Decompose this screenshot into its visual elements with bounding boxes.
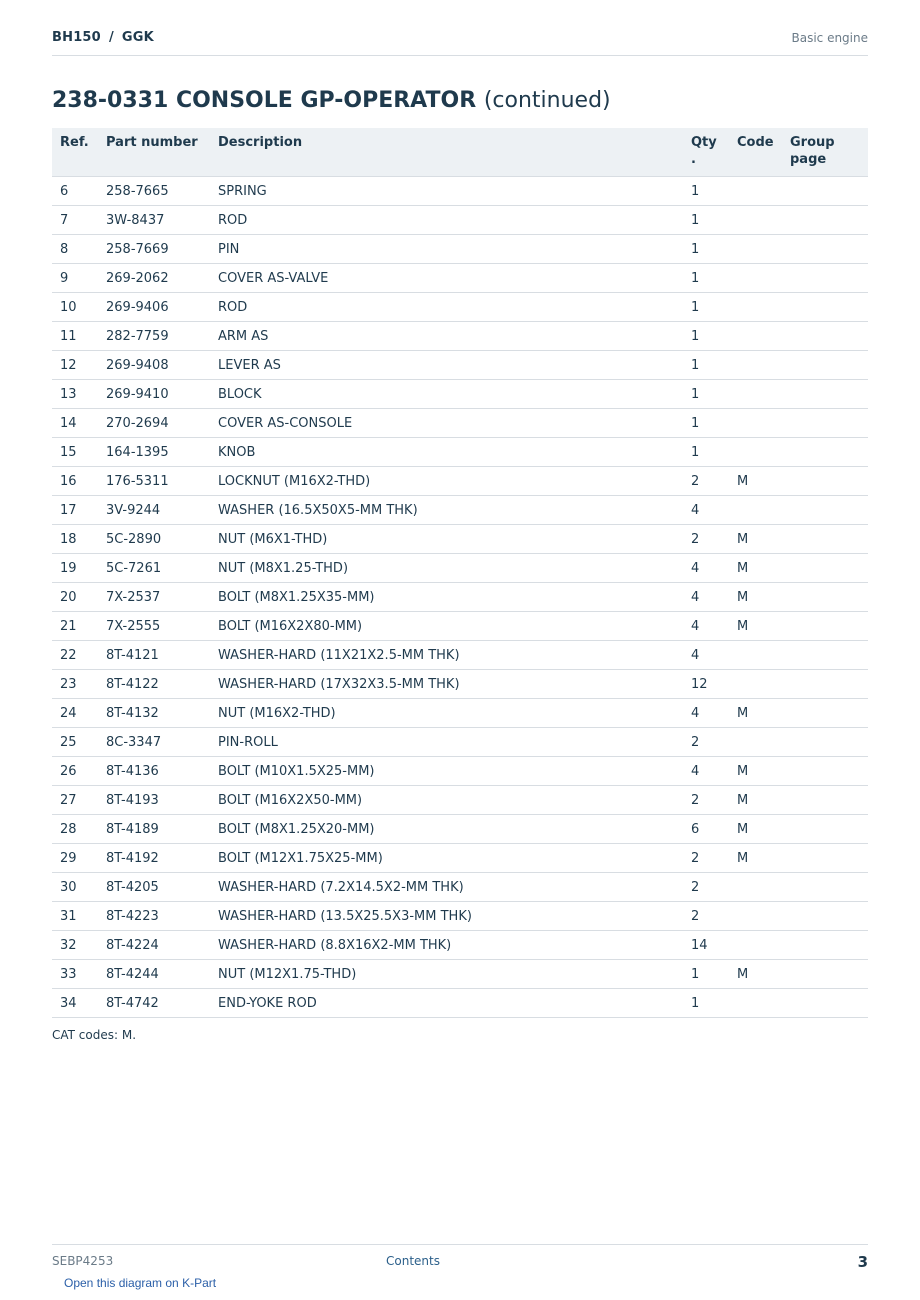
qty-cell: 2 (683, 525, 729, 554)
qty-cell: 4 (683, 757, 729, 786)
code-cell (729, 177, 782, 206)
document-id: SEBP4253 (52, 1254, 114, 1268)
table-row (52, 786, 868, 815)
description-cell: COVER AS-CONSOLE (210, 409, 683, 438)
parts-table (52, 128, 868, 1018)
ref-cell: 32 (52, 931, 98, 960)
ref-cell: 10 (52, 293, 98, 322)
part-number-cell: 8T-4189 (98, 815, 210, 844)
description-cell: WASHER-HARD (13.5X25.5X3-MM THK) (210, 902, 683, 931)
part-number-cell: 258-7669 (98, 235, 210, 264)
description-cell: WASHER-HARD (17X32X3.5-MM THK) (210, 670, 683, 699)
part-number-cell: 8T-4122 (98, 670, 210, 699)
group-page-cell (782, 206, 868, 235)
qty-cell: 2 (683, 844, 729, 873)
table-row (52, 380, 868, 409)
group-page-cell (782, 554, 868, 583)
ref-cell: 29 (52, 844, 98, 873)
description-cell: END-YOKE ROD (210, 989, 683, 1018)
ref-cell: 6 (52, 177, 98, 206)
part-number-cell: 5C-2890 (98, 525, 210, 554)
table-row (52, 293, 868, 322)
code-cell (729, 641, 782, 670)
part-number-cell: 269-9406 (98, 293, 210, 322)
group-page-cell (782, 873, 868, 902)
code-cell (729, 380, 782, 409)
table-row (52, 873, 868, 902)
part-number-cell: 269-9410 (98, 380, 210, 409)
ref-cell: 24 (52, 699, 98, 728)
group-page-cell (782, 293, 868, 322)
description-cell: ROD (210, 293, 683, 322)
code-cell (729, 235, 782, 264)
page-title-main: 238-0331 CONSOLE GP-OPERATOR (52, 88, 477, 113)
code-cell: M (729, 525, 782, 554)
group-page-cell (782, 351, 868, 380)
description-cell: LOCKNUT (M16X2-THD) (210, 467, 683, 496)
qty-cell: 1 (683, 351, 729, 380)
table-row (52, 409, 868, 438)
qty-cell: 1 (683, 380, 729, 409)
description-cell: NUT (M8X1.25-THD) (210, 554, 683, 583)
description-cell: BOLT (M16X2X80-MM) (210, 612, 683, 641)
table-row (52, 815, 868, 844)
column-header-part-number: Part number (98, 128, 210, 177)
qty-cell: 1 (683, 989, 729, 1018)
description-cell: KNOB (210, 438, 683, 467)
qty-cell: 4 (683, 554, 729, 583)
page-title (52, 88, 611, 113)
code-cell (729, 438, 782, 467)
column-header-qty (683, 128, 729, 177)
code-cell: M (729, 583, 782, 612)
part-number-cell: 8T-4132 (98, 699, 210, 728)
table-row (52, 960, 868, 989)
description-cell: PIN (210, 235, 683, 264)
table-row (52, 844, 868, 873)
ref-cell: 9 (52, 264, 98, 293)
ref-cell: 13 (52, 380, 98, 409)
part-number-cell: 8T-4192 (98, 844, 210, 873)
table-row (52, 931, 868, 960)
description-cell: ARM AS (210, 322, 683, 351)
column-header-ref: Ref. (52, 128, 98, 177)
description-cell: PIN-ROLL (210, 728, 683, 757)
parts-table-body (52, 177, 868, 1018)
code-cell: M (729, 786, 782, 815)
qty-cell: 2 (683, 902, 729, 931)
group-page-cell (782, 960, 868, 989)
ref-cell: 12 (52, 351, 98, 380)
table-row (52, 728, 868, 757)
ref-cell: 19 (52, 554, 98, 583)
description-cell: BLOCK (210, 380, 683, 409)
group-page-cell (782, 815, 868, 844)
table-row (52, 989, 868, 1018)
part-number-cell: 164-1395 (98, 438, 210, 467)
qty-cell: 1 (683, 409, 729, 438)
ref-cell: 18 (52, 525, 98, 554)
ref-cell: 26 (52, 757, 98, 786)
part-number-cell: 8T-4244 (98, 960, 210, 989)
qty-cell: 1 (683, 235, 729, 264)
code-cell (729, 670, 782, 699)
group-page-cell (782, 380, 868, 409)
description-cell: WASHER-HARD (11X21X2.5-MM THK) (210, 641, 683, 670)
code-cell (729, 496, 782, 525)
part-number-cell: 176-5311 (98, 467, 210, 496)
ref-cell: 28 (52, 815, 98, 844)
description-cell: NUT (M12X1.75-THD) (210, 960, 683, 989)
cat-codes-note: CAT codes: M. (52, 1028, 137, 1042)
group-page-cell (782, 409, 868, 438)
group-page-cell (782, 235, 868, 264)
group-page-cell (782, 438, 868, 467)
description-cell: WASHER-HARD (7.2X14.5X2-MM THK) (210, 873, 683, 902)
description-cell: NUT (M6X1-THD) (210, 525, 683, 554)
table-row (52, 583, 868, 612)
ref-cell: 25 (52, 728, 98, 757)
part-number-cell: 270-2694 (98, 409, 210, 438)
code-cell (729, 264, 782, 293)
qty-cell: 4 (683, 612, 729, 641)
description-cell: ROD (210, 206, 683, 235)
table-row (52, 699, 868, 728)
description-cell: WASHER-HARD (8.8X16X2-MM THK) (210, 931, 683, 960)
page-footer (52, 1244, 868, 1275)
part-number-cell: 282-7759 (98, 322, 210, 351)
qty-cell: 2 (683, 728, 729, 757)
part-number-cell: 3V-9244 (98, 496, 210, 525)
column-header-description: Description (210, 128, 683, 177)
qty-cell: 1 (683, 293, 729, 322)
description-cell: LEVER AS (210, 351, 683, 380)
column-header-qty-label: Qty. (691, 135, 717, 167)
qty-cell: 4 (683, 641, 729, 670)
group-page-cell (782, 786, 868, 815)
ref-cell: 16 (52, 467, 98, 496)
code-cell (729, 409, 782, 438)
group-page-cell (782, 583, 868, 612)
ref-cell: 27 (52, 786, 98, 815)
ref-cell: 8 (52, 235, 98, 264)
group-page-cell (782, 902, 868, 931)
code-cell (729, 351, 782, 380)
code-cell (729, 293, 782, 322)
open-kpart-link[interactable]: Open this diagram on K-Part (64, 1276, 217, 1290)
code-cell: M (729, 612, 782, 641)
part-number-cell: 8T-4193 (98, 786, 210, 815)
table-row (52, 235, 868, 264)
code-cell (729, 989, 782, 1018)
code-cell (729, 728, 782, 757)
ref-cell: 33 (52, 960, 98, 989)
code-cell: M (729, 699, 782, 728)
qty-cell: 2 (683, 786, 729, 815)
part-number-cell: 3W-8437 (98, 206, 210, 235)
group-page-cell (782, 496, 868, 525)
ref-cell: 23 (52, 670, 98, 699)
description-cell: BOLT (M16X2X50-MM) (210, 786, 683, 815)
description-cell: BOLT (M8X1.25X20-MM) (210, 815, 683, 844)
ref-cell: 14 (52, 409, 98, 438)
part-number-cell: 258-7665 (98, 177, 210, 206)
code-cell (729, 206, 782, 235)
group-page-cell (782, 177, 868, 206)
breadcrumb (52, 22, 154, 45)
ref-cell: 20 (52, 583, 98, 612)
table-row (52, 351, 868, 380)
contents-link[interactable]: Contents (386, 1254, 440, 1268)
ref-cell: 15 (52, 438, 98, 467)
page-number: 3 (857, 1253, 868, 1271)
qty-cell: 1 (683, 206, 729, 235)
qty-cell: 2 (683, 467, 729, 496)
table-row (52, 757, 868, 786)
description-cell: SPRING (210, 177, 683, 206)
description-cell: BOLT (M12X1.75X25-MM) (210, 844, 683, 873)
qty-cell: 1 (683, 322, 729, 351)
breadcrumb-prefix: GGK (121, 30, 154, 45)
group-page-cell (782, 264, 868, 293)
header-row (52, 128, 868, 177)
group-page-cell (782, 844, 868, 873)
code-cell: M (729, 960, 782, 989)
page-header (52, 22, 868, 56)
qty-cell: 1 (683, 438, 729, 467)
ref-cell: 21 (52, 612, 98, 641)
group-page-cell (782, 728, 868, 757)
ref-cell: 22 (52, 641, 98, 670)
code-cell: M (729, 467, 782, 496)
breadcrumb-separator: / (108, 30, 114, 45)
qty-cell: 14 (683, 931, 729, 960)
description-cell: WASHER (16.5X50X5-MM THK) (210, 496, 683, 525)
code-cell (729, 873, 782, 902)
table-row (52, 322, 868, 351)
qty-cell: 2 (683, 873, 729, 902)
ref-cell: 31 (52, 902, 98, 931)
group-page-cell (782, 699, 868, 728)
table-row (52, 902, 868, 931)
breadcrumb-model: BH150 (52, 30, 101, 45)
section-name: Basic engine (791, 31, 868, 45)
table-row (52, 264, 868, 293)
table-row (52, 554, 868, 583)
qty-cell: 4 (683, 699, 729, 728)
group-page-cell (782, 670, 868, 699)
page-title-suffix: (continued) (483, 88, 611, 113)
part-number-cell: 8T-4121 (98, 641, 210, 670)
code-cell (729, 931, 782, 960)
table-row (52, 177, 868, 206)
description-cell: BOLT (M10X1.5X25-MM) (210, 757, 683, 786)
part-number-cell: 5C-7261 (98, 554, 210, 583)
qty-cell: 1 (683, 177, 729, 206)
table-row (52, 641, 868, 670)
code-cell: M (729, 815, 782, 844)
code-cell (729, 322, 782, 351)
ref-cell: 34 (52, 989, 98, 1018)
qty-cell: 12 (683, 670, 729, 699)
ref-cell: 7 (52, 206, 98, 235)
group-page-cell (782, 322, 868, 351)
qty-cell: 4 (683, 496, 729, 525)
group-page-cell (782, 757, 868, 786)
description-cell: COVER AS-VALVE (210, 264, 683, 293)
part-number-cell: 7X-2555 (98, 612, 210, 641)
qty-cell: 4 (683, 583, 729, 612)
description-cell: BOLT (M8X1.25X35-MM) (210, 583, 683, 612)
column-header-code: Code (729, 128, 782, 177)
code-cell: M (729, 844, 782, 873)
part-number-cell: 8T-4742 (98, 989, 210, 1018)
table-row (52, 496, 868, 525)
parts-table-header (52, 128, 868, 177)
group-page-cell (782, 467, 868, 496)
table-row (52, 612, 868, 641)
part-number-cell: 8T-4136 (98, 757, 210, 786)
ref-cell: 17 (52, 496, 98, 525)
part-number-cell: 8T-4205 (98, 873, 210, 902)
ref-cell: 11 (52, 322, 98, 351)
part-number-cell: 269-2062 (98, 264, 210, 293)
qty-cell: 1 (683, 264, 729, 293)
part-number-cell: 7X-2537 (98, 583, 210, 612)
part-number-cell: 269-9408 (98, 351, 210, 380)
part-number-cell: 8T-4224 (98, 931, 210, 960)
part-number-cell: 8T-4223 (98, 902, 210, 931)
table-row (52, 670, 868, 699)
table-row (52, 206, 868, 235)
table-row (52, 438, 868, 467)
column-header-group-page: Group page (782, 128, 868, 177)
group-page-cell (782, 641, 868, 670)
group-page-cell (782, 525, 868, 554)
code-cell (729, 902, 782, 931)
description-cell: NUT (M16X2-THD) (210, 699, 683, 728)
qty-cell: 1 (683, 960, 729, 989)
table-row (52, 525, 868, 554)
qty-cell: 6 (683, 815, 729, 844)
ref-cell: 30 (52, 873, 98, 902)
group-page-cell (782, 989, 868, 1018)
part-number-cell: 8C-3347 (98, 728, 210, 757)
table-row (52, 467, 868, 496)
group-page-cell (782, 931, 868, 960)
code-cell: M (729, 757, 782, 786)
group-page-cell (782, 612, 868, 641)
code-cell: M (729, 554, 782, 583)
